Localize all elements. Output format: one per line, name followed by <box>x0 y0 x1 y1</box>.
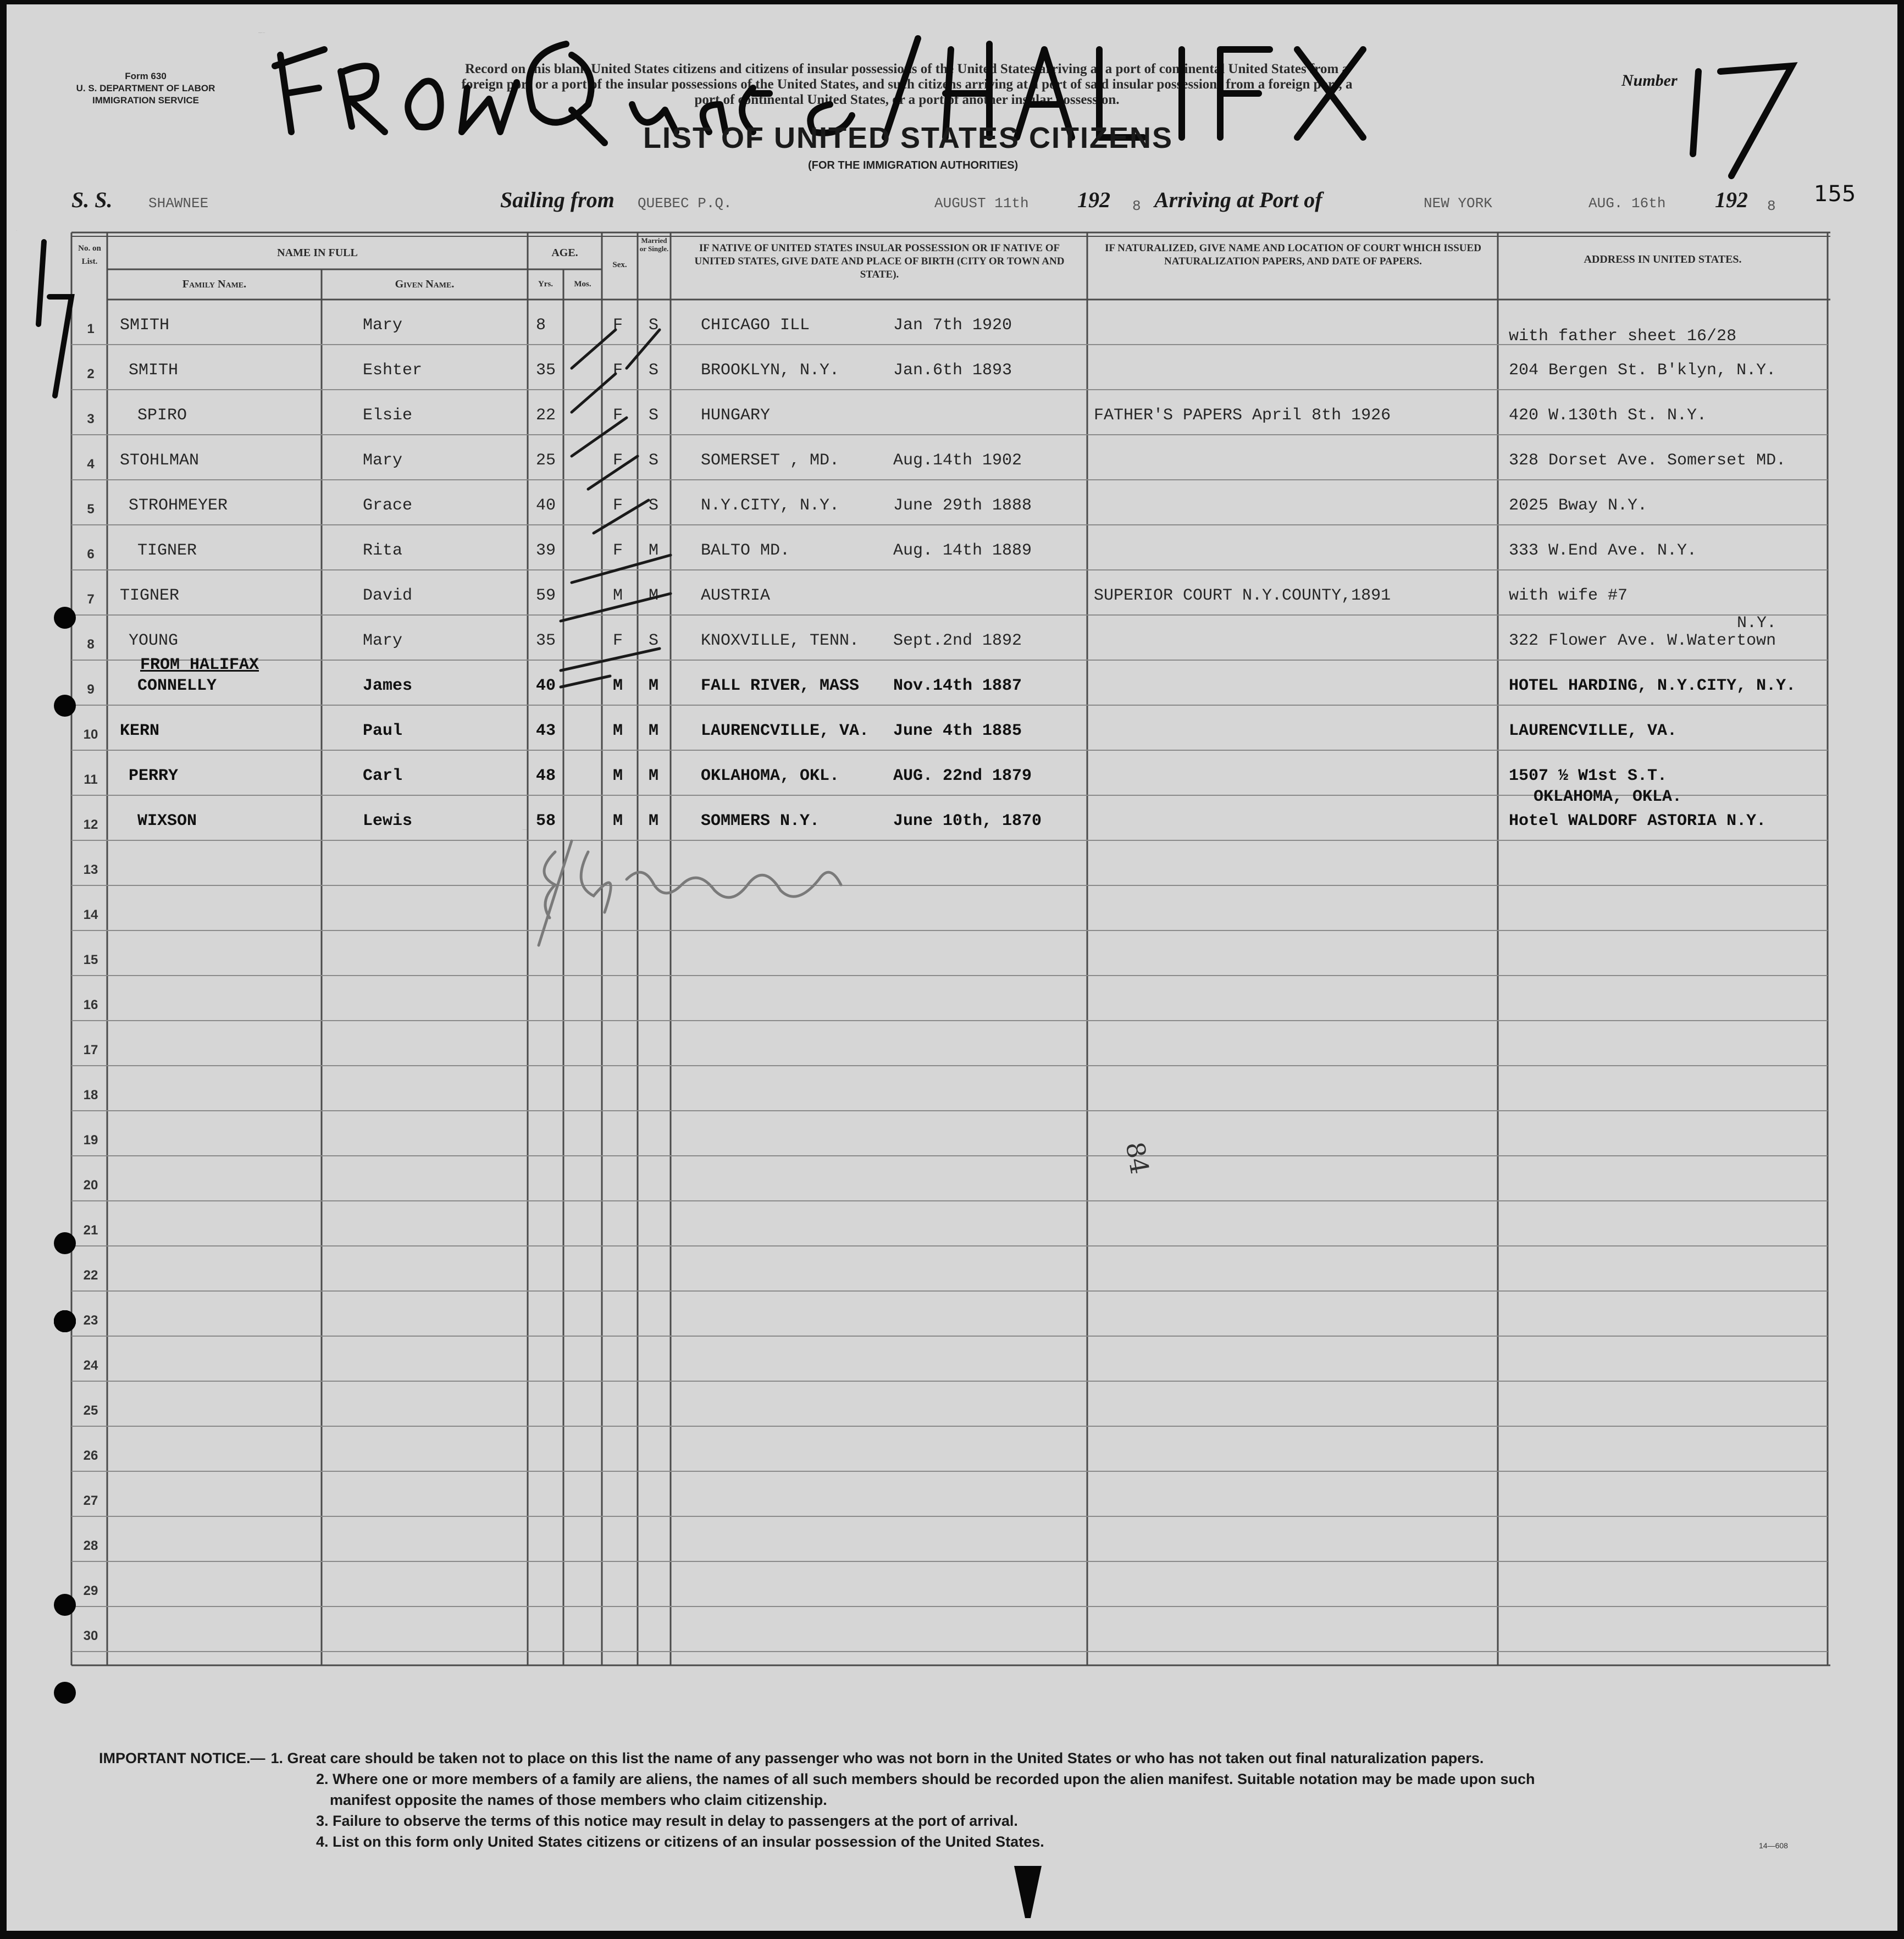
family-name: TIGNER <box>137 541 197 560</box>
birth-date: June 29th 1888 <box>893 496 1032 515</box>
line-number: 28 <box>83 1538 98 1553</box>
margin-number-mark <box>16 231 77 407</box>
birth-date: June 4th 1885 <box>893 722 1022 740</box>
departure-port: QUEBEC P.Q. <box>638 195 732 212</box>
birth-place: CHICAGO ILL <box>701 316 810 335</box>
arrival-year-prefix: 192 <box>1715 187 1748 212</box>
ss-label: S. S. <box>71 187 113 212</box>
birth-date: June 10th, 1870 <box>893 812 1042 830</box>
family-name-note: FROM HALIFAX <box>140 656 259 674</box>
address: Hotel WALDORF ASTORIA N.Y. <box>1509 812 1767 830</box>
line-number: 1 <box>87 322 95 336</box>
marital-status: M <box>649 722 659 740</box>
line-number: 5 <box>87 502 95 517</box>
line-number: 6 <box>87 547 95 562</box>
ship-name: SHAWNEE <box>148 195 209 212</box>
family-name: SPIRO <box>137 406 187 425</box>
birth-place: N.Y.CITY, N.Y. <box>701 496 840 515</box>
service-name: IMMIGRATION SERVICE <box>92 95 199 106</box>
notice-item-2b: manifest opposite the names of those members who claim citizenship. <box>330 1792 827 1808</box>
birth-place: OKLAHOMA, OKL. <box>701 767 840 785</box>
age-years: 59 <box>536 586 556 605</box>
line-number: 8 <box>87 637 95 652</box>
line-number: 2 <box>87 367 95 381</box>
page-title: LIST OF UNITED STATES CITIZENS <box>643 121 1173 154</box>
birth-place: AUSTRIA <box>701 586 771 605</box>
given-name: Paul <box>363 722 403 740</box>
birth-place: LAURENCVILLE, VA. <box>701 722 870 740</box>
sex: F <box>613 406 623 425</box>
family-name: YOUNG <box>129 631 179 650</box>
line-number: 27 <box>83 1493 98 1508</box>
birth-place: FALL RIVER, MASS <box>701 677 860 695</box>
marital-status: M <box>649 677 659 695</box>
line-number: 11 <box>84 772 98 787</box>
sex: F <box>613 631 623 650</box>
instructions-line-3: port of continental United States, or a port of another insular possession. <box>694 92 1120 107</box>
punch-hole <box>54 607 76 629</box>
marital-status: M <box>649 586 659 605</box>
marital-status: M <box>649 541 659 560</box>
birth-date: Jan 7th 1920 <box>893 316 1012 335</box>
address: 204 Bergen St. B'klyn, N.Y. <box>1509 361 1776 380</box>
given-name: Grace <box>363 496 413 515</box>
age-years: 35 <box>536 361 556 380</box>
birth-date: Aug. 14th 1889 <box>893 541 1032 560</box>
arriving-label: Arriving at Port of <box>1154 187 1322 212</box>
address: 420 W.130th St. N.Y. <box>1509 406 1707 425</box>
age-years: 25 <box>536 451 556 470</box>
number-label: Number <box>1621 71 1678 90</box>
col-name-in-full: NAME IN FULL <box>277 247 358 259</box>
given-name: Mary <box>363 451 403 470</box>
sex: F <box>613 451 623 470</box>
sex-column-tick-marks <box>550 324 715 780</box>
arrival-year-digit: 8 <box>1767 198 1776 214</box>
address: 1507 ½ W1st S.T. <box>1509 767 1668 785</box>
age-years: 22 <box>536 406 556 425</box>
sex: M <box>613 586 623 605</box>
punch-hole <box>54 1682 76 1704</box>
line-number: 26 <box>83 1448 98 1463</box>
notice-item-2a: 2. Where one or more members of a family are aliens, the names of all such members should be recorded upon the alien manifest. Suitable notation may be made upon such <box>316 1771 1535 1787</box>
address-continued: OKLAHOMA, OKLA. <box>1534 788 1682 806</box>
punch-hole <box>54 1594 76 1616</box>
line-number: 24 <box>83 1358 98 1373</box>
birth-place: BALTO MD. <box>701 541 790 560</box>
punch-hole <box>54 1310 76 1332</box>
birth-date: AUG. 22nd 1879 <box>893 767 1032 785</box>
birth-date: Aug.14th 1902 <box>893 451 1022 470</box>
instructions-line-2: foreign port or a port of the insular possessions of the United States, and such citizens arriving at a port of said insular possessions from a foreign port, a <box>461 77 1353 92</box>
family-name: STOHLMAN <box>120 451 200 470</box>
age-years: 58 <box>536 812 556 830</box>
sex: M <box>613 767 623 785</box>
line-number: 30 <box>83 1628 98 1643</box>
punch-hole <box>54 1232 76 1254</box>
family-name: KERN <box>120 722 160 740</box>
line-number: 13 <box>83 862 98 877</box>
marital-status: M <box>649 767 659 785</box>
sex: F <box>613 316 623 335</box>
birth-place: BROOKLYN, N.Y. <box>701 361 840 380</box>
sex: F <box>613 541 623 560</box>
family-name: SMITH <box>120 316 170 335</box>
marital-status: S <box>649 316 659 335</box>
given-name: Elsie <box>363 406 413 425</box>
marital-status: S <box>649 631 659 650</box>
naturalization-record: FATHER'S PAPERS April 8th 1926 <box>1094 406 1391 425</box>
row-rules <box>71 345 1828 1652</box>
instructions-line-1: Record on this blank United States citizens and citizens of insular possessions of the United States arriving at a port of continental United States from a <box>464 62 1349 76</box>
col-sex: Sex. <box>612 261 627 269</box>
punch-hole <box>54 695 76 717</box>
address: 322 Flower Ave. W.Watertown <box>1509 631 1776 650</box>
tear-notch <box>1011 1863 1044 1924</box>
department-name: U. S. DEPARTMENT OF LABOR <box>76 83 215 93</box>
birth-date: Sept.2nd 1892 <box>893 631 1022 650</box>
sex: M <box>613 812 623 830</box>
form-number: Form 630 <box>125 71 167 81</box>
age-years: 35 <box>536 631 556 650</box>
family-name: PERRY <box>129 767 179 785</box>
line-number: 15 <box>83 952 98 967</box>
address: LAURENCVILLE, VA. <box>1509 722 1678 740</box>
sex: F <box>613 496 623 515</box>
given-name: Lewis <box>363 812 413 830</box>
birth-place: SOMMERS N.Y. <box>701 812 820 830</box>
important-notice <box>99 1748 1535 1852</box>
address-note: N.Y. <box>1737 614 1777 633</box>
line-number: 4 <box>87 457 95 472</box>
birth-date: Nov.14th 1887 <box>893 677 1022 695</box>
line-number: 3 <box>87 412 95 426</box>
line-number: 25 <box>83 1403 98 1418</box>
line-number: 19 <box>83 1133 98 1148</box>
inspector-signature <box>522 830 874 951</box>
arrival-port: NEW YORK <box>1424 195 1492 212</box>
given-name: David <box>363 586 413 605</box>
marital-status: S <box>649 361 659 380</box>
age-years: 40 <box>536 496 556 515</box>
family-name: SMITH <box>129 361 179 380</box>
col-family-name: Family Name. <box>182 278 247 290</box>
arrival-date: AUG. 16th <box>1588 195 1666 212</box>
notice-item-3: 3. Failure to observe the terms of this notice may result in delay to passengers at the port of arrival. <box>316 1813 1018 1829</box>
col-address: ADDRESS IN UNITED STATES. <box>1584 253 1742 265</box>
col-given-name: Given Name. <box>395 278 455 290</box>
birth-place: HUNGARY <box>701 406 771 425</box>
marital-status: S <box>649 406 659 425</box>
notice-heading: IMPORTANT NOTICE.— <box>99 1750 265 1766</box>
family-name: STROHMEYER <box>129 496 228 515</box>
sex: M <box>613 722 623 740</box>
address: 333 W.End Ave. N.Y. <box>1509 541 1697 560</box>
sex: F <box>613 361 623 380</box>
margin-note: 84 <box>1120 1139 1155 1177</box>
birth-date: Jan.6th 1893 <box>893 361 1012 380</box>
print-code: 14—608 <box>1759 1841 1788 1850</box>
notice-item-1: 1. Great care should be taken not to place on this list the name of any passenger who was not born in the United States or who has not taken out final naturalization papers. <box>270 1750 1484 1766</box>
address: HOTEL HARDING, N.Y.CITY, N.Y. <box>1509 677 1796 695</box>
address: 2025 Bway N.Y. <box>1509 496 1648 515</box>
line-number: 16 <box>83 998 98 1012</box>
address: 328 Dorset Ave. Somerset MD. <box>1509 451 1786 470</box>
age-years: 39 <box>536 541 556 560</box>
col-no-on-list: No. on List. <box>78 244 101 266</box>
sex: M <box>613 677 623 695</box>
departure-year-digit: 8 <box>1132 198 1141 214</box>
line-number: 12 <box>83 817 98 832</box>
line-number: 23 <box>83 1313 98 1328</box>
departure-date: AUGUST 11th <box>934 195 1029 212</box>
naturalization-record: SUPERIOR COURT N.Y.COUNTY,1891 <box>1094 586 1391 605</box>
age-years: 48 <box>536 767 556 785</box>
notice-item-4: 4. List on this form only United States citizens or citizens of an insular possession of the United States. <box>316 1833 1044 1850</box>
given-name: Mary <box>363 316 403 335</box>
handwritten-header-text: FROM QUEBEC / HALIFAX <box>258 33 265 34</box>
col-place-of-birth: IF NATIVE OF UNITED STATES INSULAR POSSESSION OR IF NATIVE OF UNITED STATES, GIVE DATE AND PLACE OF BIRTH (CITY OR TOWN AND STATE). <box>694 242 1065 280</box>
marital-status: S <box>649 496 659 515</box>
col-married-single: Married or Single. <box>639 236 669 253</box>
age-years: 8 <box>536 316 546 335</box>
line-number: 14 <box>83 907 98 922</box>
family-name: TIGNER <box>120 586 180 605</box>
address: with father sheet 16/28 <box>1509 327 1737 346</box>
line-number: 29 <box>83 1583 98 1598</box>
marital-status: M <box>649 812 659 830</box>
given-name: Eshter <box>363 361 423 380</box>
line-number: 20 <box>83 1178 98 1193</box>
line-number: 10 <box>83 727 98 742</box>
given-name: Carl <box>363 767 403 785</box>
sailing-from-label: Sailing from <box>500 187 615 212</box>
page-subtitle: (FOR THE IMMIGRATION AUTHORITIES) <box>808 159 1019 171</box>
given-name: James <box>363 677 413 695</box>
age-years: 43 <box>536 722 556 740</box>
departure-year-prefix: 192 <box>1077 187 1110 212</box>
col-age: AGE. <box>551 247 578 259</box>
line-number: 21 <box>83 1223 98 1238</box>
given-name: Mary <box>363 631 403 650</box>
line-number: 9 <box>87 682 95 697</box>
col-age-years: Yrs. <box>538 280 554 289</box>
family-name: CONNELLY <box>137 677 217 695</box>
given-name: Rita <box>363 541 403 560</box>
birth-place: SOMERSET , MD. <box>701 451 840 470</box>
line-number: 22 <box>83 1268 98 1283</box>
marital-status: S <box>649 451 659 470</box>
col-naturalization: IF NATURALIZED, GIVE NAME AND LOCATION OF COURT WHICH ISSUED NATURALIZATION PAPERS, AND DATE OF PAPERS. <box>1105 242 1481 267</box>
birth-place: KNOXVILLE, TENN. <box>701 631 860 650</box>
family-name: WIXSON <box>137 812 197 830</box>
line-number: 18 <box>83 1088 98 1103</box>
line-number: 7 <box>87 592 95 607</box>
corner-page-mark: 155 <box>1814 181 1856 207</box>
line-number: 17 <box>83 1043 98 1057</box>
col-age-months: Mos. <box>574 280 591 289</box>
age-years: 40 <box>536 677 556 695</box>
address: with wife #7 <box>1509 586 1628 605</box>
